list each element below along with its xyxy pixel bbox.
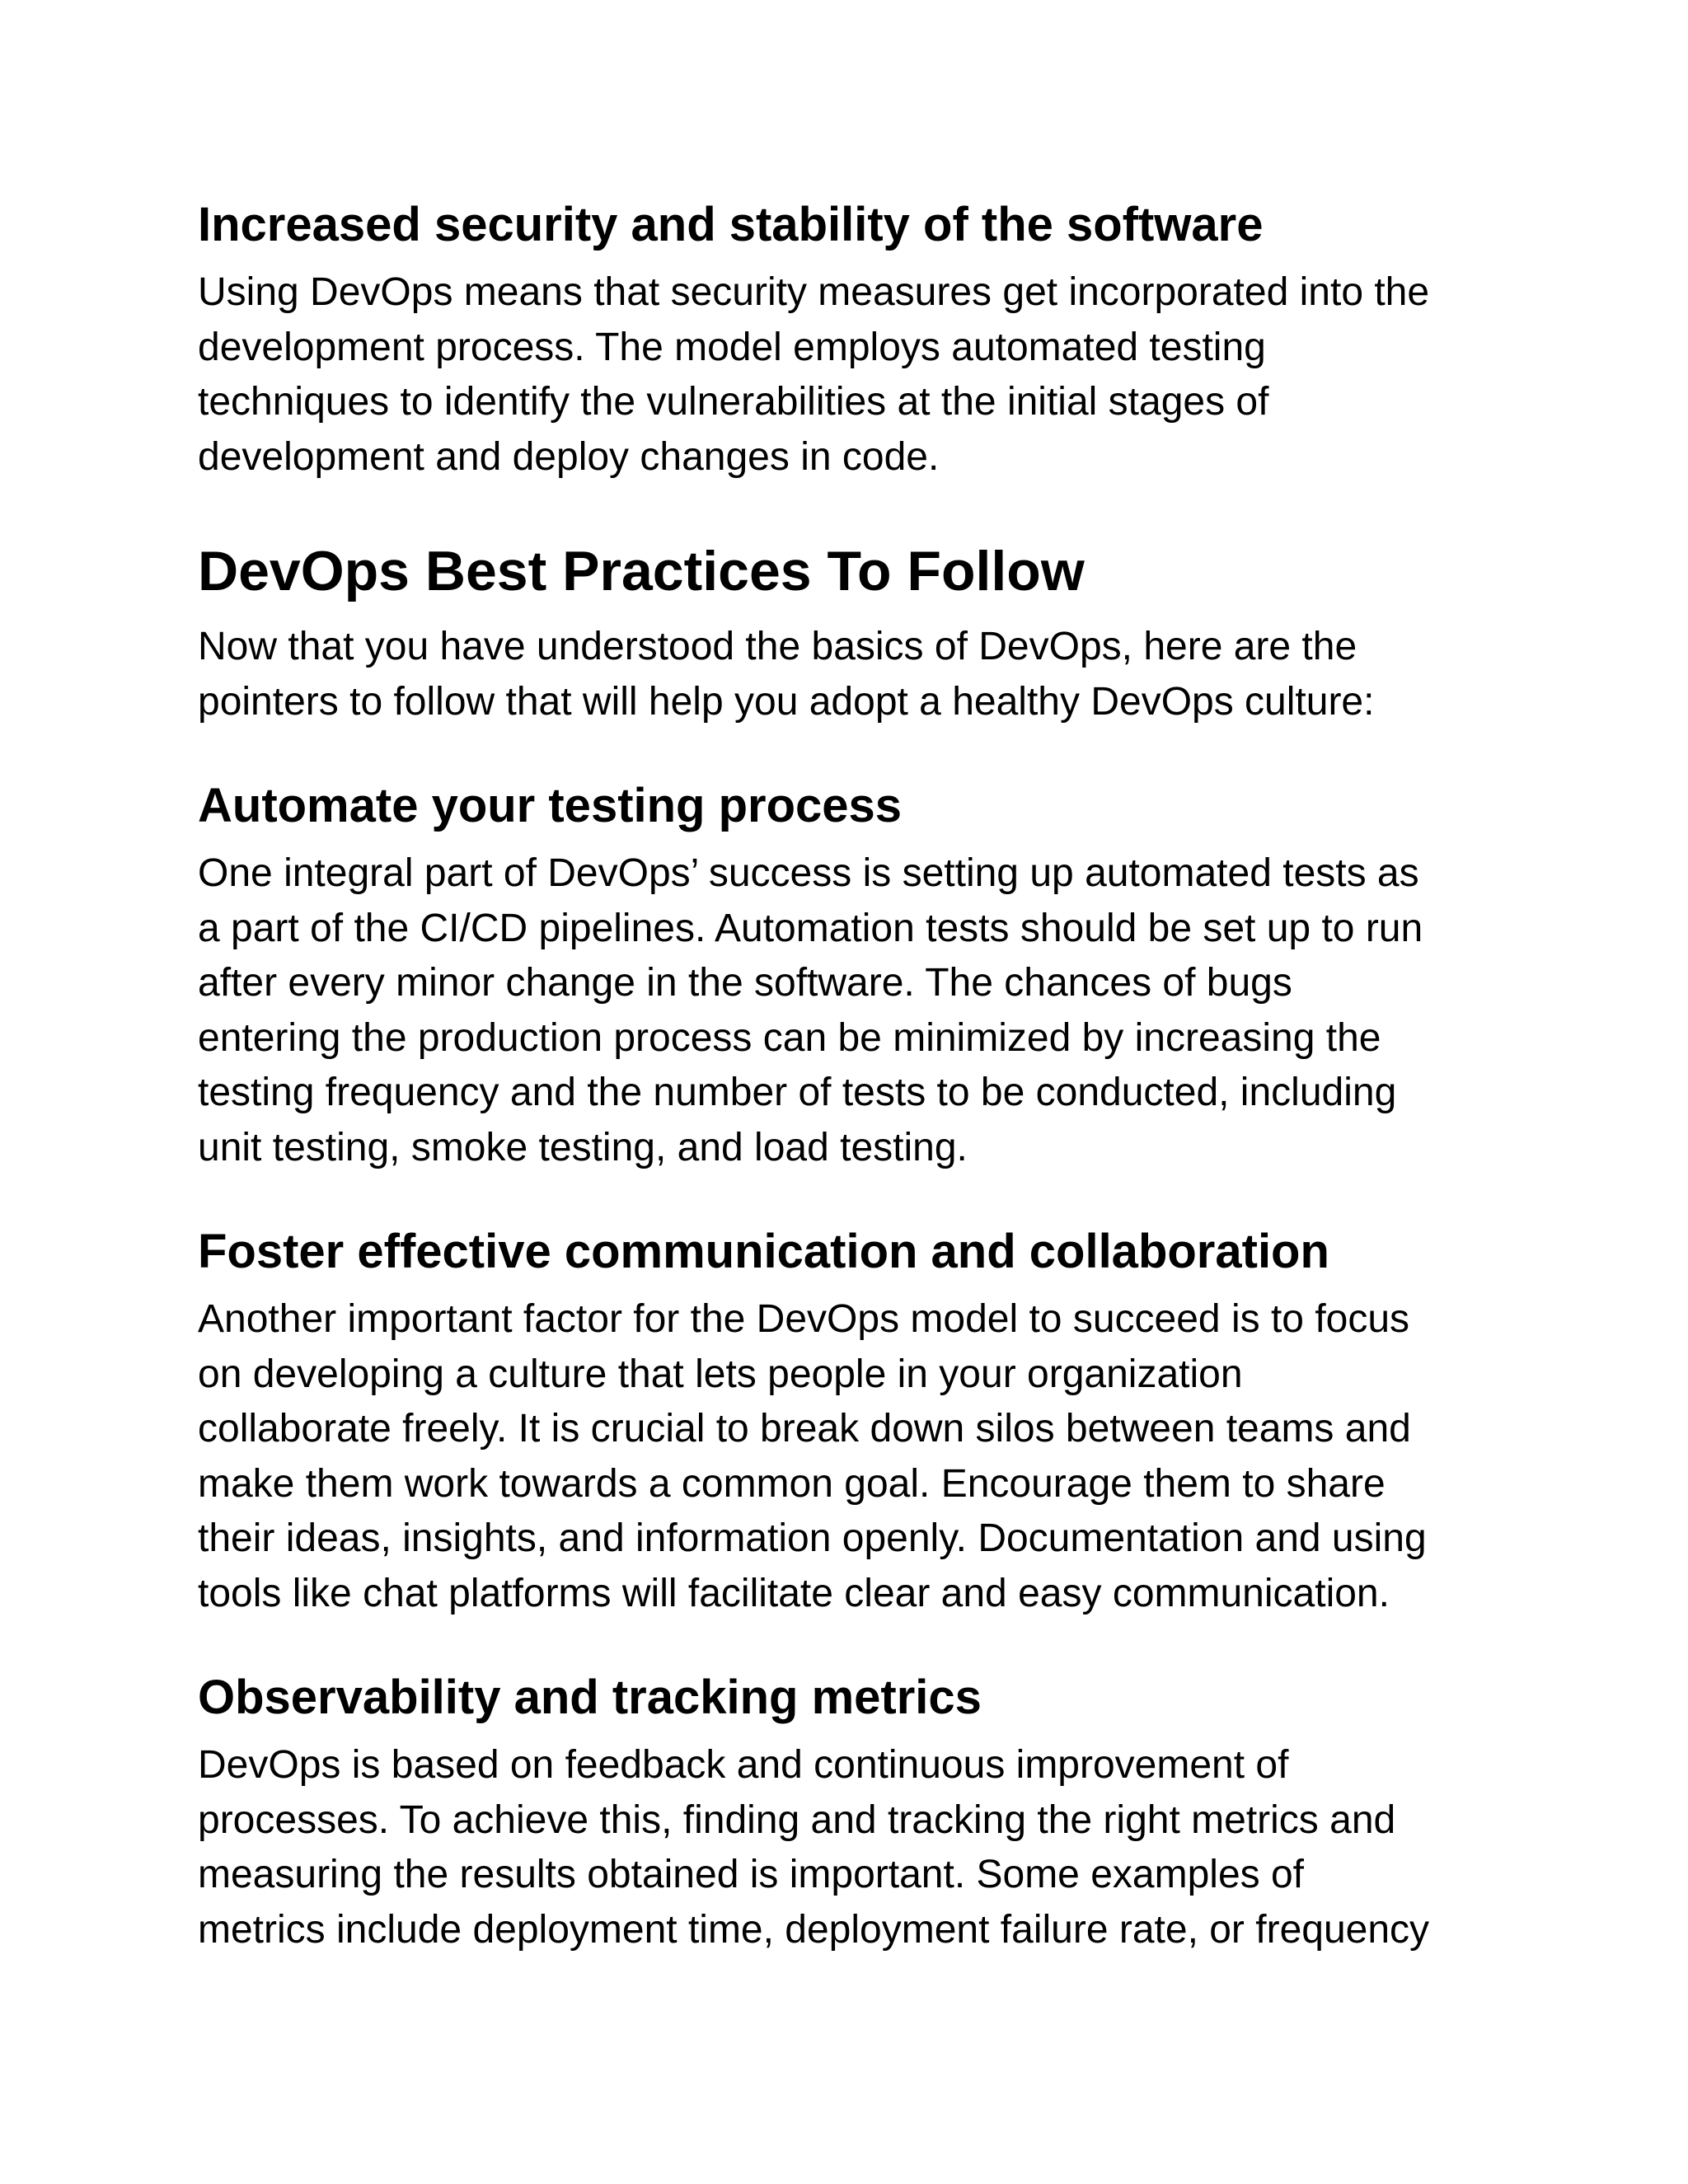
paragraph-line: Another important factor for the DevOps model to succeed is to focus xyxy=(198,1297,1410,1341)
paragraph-line: tools like chat platforms will facilitate clear and easy communication. xyxy=(198,1571,1390,1615)
paragraph-line: pointers to follow that will help you adopt a healthy DevOps culture: xyxy=(198,679,1375,724)
section-paragraph-communication xyxy=(198,1292,1492,1621)
paragraph-line: make them work towards a common goal. Encourage them to share xyxy=(198,1461,1386,1506)
document-page xyxy=(198,198,1492,1957)
section-heading-communication: Foster effective communication and collaboration xyxy=(198,1225,1329,1278)
paragraph-line: processes. To achieve this, finding and tracking the right metrics and xyxy=(198,1797,1396,1842)
section-heading-automate-testing: Automate your testing process xyxy=(198,779,903,832)
section-paragraph-security xyxy=(198,265,1492,485)
paragraph-line: their ideas, insights, and information openly. Documentation and using xyxy=(198,1516,1427,1560)
spacer xyxy=(198,729,1492,779)
section-paragraph-best-practices xyxy=(198,620,1492,729)
paragraph-line: on developing a culture that lets people in your organization xyxy=(198,1352,1243,1396)
paragraph-line: entering the production process can be minimized by increasing the xyxy=(198,1015,1381,1060)
paragraph-line: measuring the results obtained is important. Some examples of xyxy=(198,1853,1305,1896)
section-heading-best-practices: DevOps Best Practices To Follow xyxy=(198,540,1085,602)
section-heading-observability: Observability and tracking metrics xyxy=(198,1671,982,1724)
paragraph-line: Using DevOps means that security measures get incorporated into the xyxy=(198,270,1430,314)
section-heading-security: Increased security and stability of the software xyxy=(198,198,1264,251)
paragraph-line: Now that you have understood the basics of DevOps, here are the xyxy=(198,625,1357,668)
paragraph-line: techniques to identify the vulnerabilities at the initial stages of xyxy=(198,380,1269,424)
spacer xyxy=(198,1175,1492,1225)
paragraph-line: a part of the CI/CD pipelines. Automation tests should be set up to run xyxy=(198,906,1423,950)
paragraph-line: collaborate freely. It is crucial to break down silos between teams and xyxy=(198,1407,1411,1451)
paragraph-line: DevOps is based on feedback and continuous improvement of xyxy=(198,1743,1289,1787)
paragraph-line: testing frequency and the number of tests to be conducted, including xyxy=(198,1071,1397,1114)
spacer xyxy=(198,485,1492,539)
paragraph-line: metrics include deployment time, deployment failure rate, or frequency xyxy=(198,1907,1430,1952)
paragraph-line: unit testing, smoke testing, and load testing. xyxy=(198,1125,968,1169)
paragraph-line: development process. The model employs automated testing xyxy=(198,325,1266,369)
paragraph-line: One integral part of DevOps’ success is setting up automated tests as xyxy=(198,851,1419,895)
spacer xyxy=(198,1621,1492,1671)
section-paragraph-observability xyxy=(198,1738,1492,1957)
paragraph-line: development and deploy changes in code. xyxy=(198,434,940,479)
paragraph-line: after every minor change in the software. The chances of bugs xyxy=(198,961,1292,1005)
section-paragraph-automate-testing xyxy=(198,846,1492,1175)
